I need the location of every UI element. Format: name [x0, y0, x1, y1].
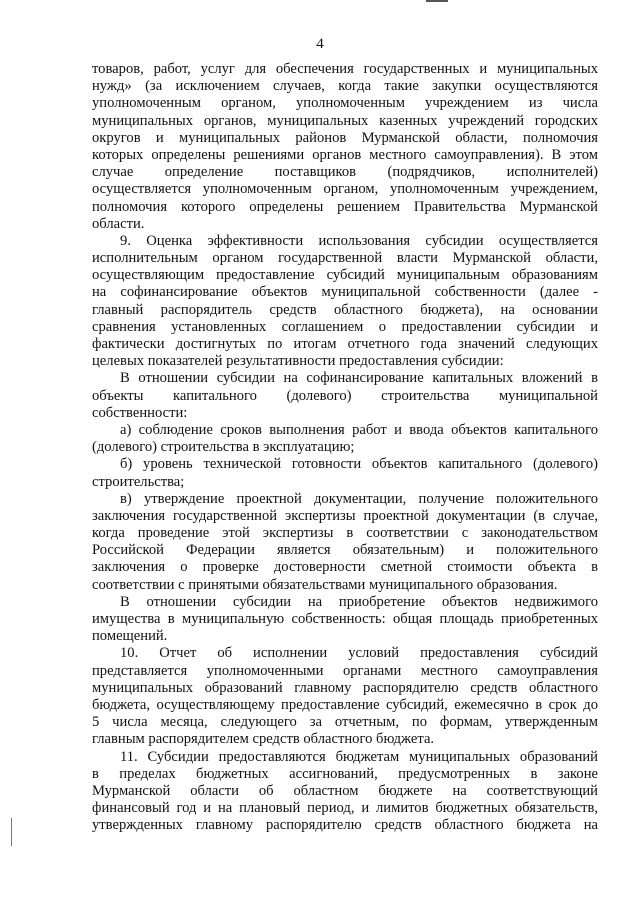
text-line: имущества в муниципальную собственность: общая площадь приобретенных — [92, 611, 598, 627]
text-line: в) утверждение проектной документации, получение положительного — [120, 490, 598, 507]
text-line: 11. Субсидии предоставляются бюджетам муниципальных образований — [120, 748, 598, 765]
margin-scan-mark — [11, 818, 12, 846]
text-line: товаров, работ, услуг для обеспечения государственных и муниципальных — [92, 61, 598, 77]
text-line: округов и муниципальных районов Мурманской области, полномочия — [92, 129, 598, 146]
text-line: нужд» (за исключением случаев, когда такие закупки осуществляются — [92, 78, 598, 95]
text-line: В отношении субсидии на приобретение объектов недвижимого — [120, 593, 598, 610]
text-line: В отношении субсидии на софинансирование капитальных вложений в — [120, 370, 598, 387]
text-line: б) уровень технической готовности объектов капитального (долевого) — [120, 456, 598, 473]
text-line: представляется уполномоченными органами местного самоуправления — [92, 662, 598, 679]
text-line: на софинансирование объектов муниципальной собственности (далее - — [92, 284, 598, 301]
text-line: заключения о проверке достоверности сметной стоимости объекта в — [92, 559, 598, 576]
text-line: собственности: — [92, 404, 188, 421]
text-line: Российской Федерации является обязательным) и положительного — [92, 542, 598, 559]
text-line: области. — [92, 215, 145, 232]
text-line: строительства; — [92, 473, 185, 490]
text-line: 10. Отчет об исполнении условий предоставления субсидий — [120, 645, 598, 662]
text-line: бюджета, осуществляющему предоставление субсидий, ежемесячно в срок до — [92, 696, 598, 713]
text-line: сравнения установленных соглашением о предоставлении субсидии и — [92, 318, 598, 335]
text-line: случае определение поставщиков (подрядчиков, исполнителей) — [92, 164, 598, 181]
text-line: утвержденных главному распорядителю средств областного бюджета на — [92, 817, 598, 834]
text-line: осуществляющим предоставление субсидий муниципальным образованиям — [92, 267, 598, 284]
text-line: 9. Оценка эффективности использования субсидии осуществляется — [120, 232, 598, 249]
text-line: исполнительным органом государственной власти Мурманской области, — [92, 250, 598, 267]
text-line: муниципальных органов, муниципальных казенных учреждений городских — [92, 112, 598, 129]
text-line: помещений. — [92, 628, 168, 645]
text-line: заключения государственной экспертизы проектной документации (в случае, — [92, 507, 598, 524]
document-body — [92, 61, 598, 834]
text-line: главным распорядителем средств областного бюджета. — [92, 731, 435, 748]
text-line: в пределах бюджетных ассигнований, предусмотренных в законе — [92, 765, 598, 782]
text-line: полномочия которого определены решением Правительства Мурманской — [92, 198, 598, 215]
text-line: а) соблюдение сроков выполнения работ и ввода объектов капитального — [120, 421, 598, 438]
text-line: фактически достигнутых по итогам отчетного года значений следующих — [92, 336, 598, 352]
text-line: муниципальных образований главному распорядителю средств областного — [92, 679, 598, 696]
top-scan-mark — [426, 0, 448, 2]
text-line: (долевого) строительства в эксплуатацию; — [92, 439, 355, 456]
text-line: соответствии с принятыми обязательствами муниципального образования. — [92, 576, 558, 593]
page-number: 4 — [316, 36, 324, 52]
text-line: финансовый год и на плановый период, и лимитов бюджетных обязательств, — [92, 800, 598, 817]
text-line: Мурманской области об областном бюджете на соответствующий — [92, 782, 598, 799]
text-line: уполномоченным органом, уполномоченным учреждением из числа — [92, 95, 598, 112]
text-line: целевых показателей результативности предоставления субсидии: — [92, 353, 504, 370]
text-line: главный распорядитель средств областного бюджета), на основании — [92, 301, 598, 318]
text-line: 5 числа месяца, следующего за отчетным, по формам, утвержденным — [92, 714, 598, 731]
text-line: осуществляется уполномоченным органом, уполномоченным учреждением, — [92, 181, 598, 198]
text-line: которых определены решениями органов местного самоуправления). В этом — [92, 146, 598, 163]
text-line: объекты капитального (долевого) строительства муниципальной — [92, 387, 598, 404]
text-line: когда проведение этой экспертизы в соответствии с законодательством — [92, 525, 598, 542]
